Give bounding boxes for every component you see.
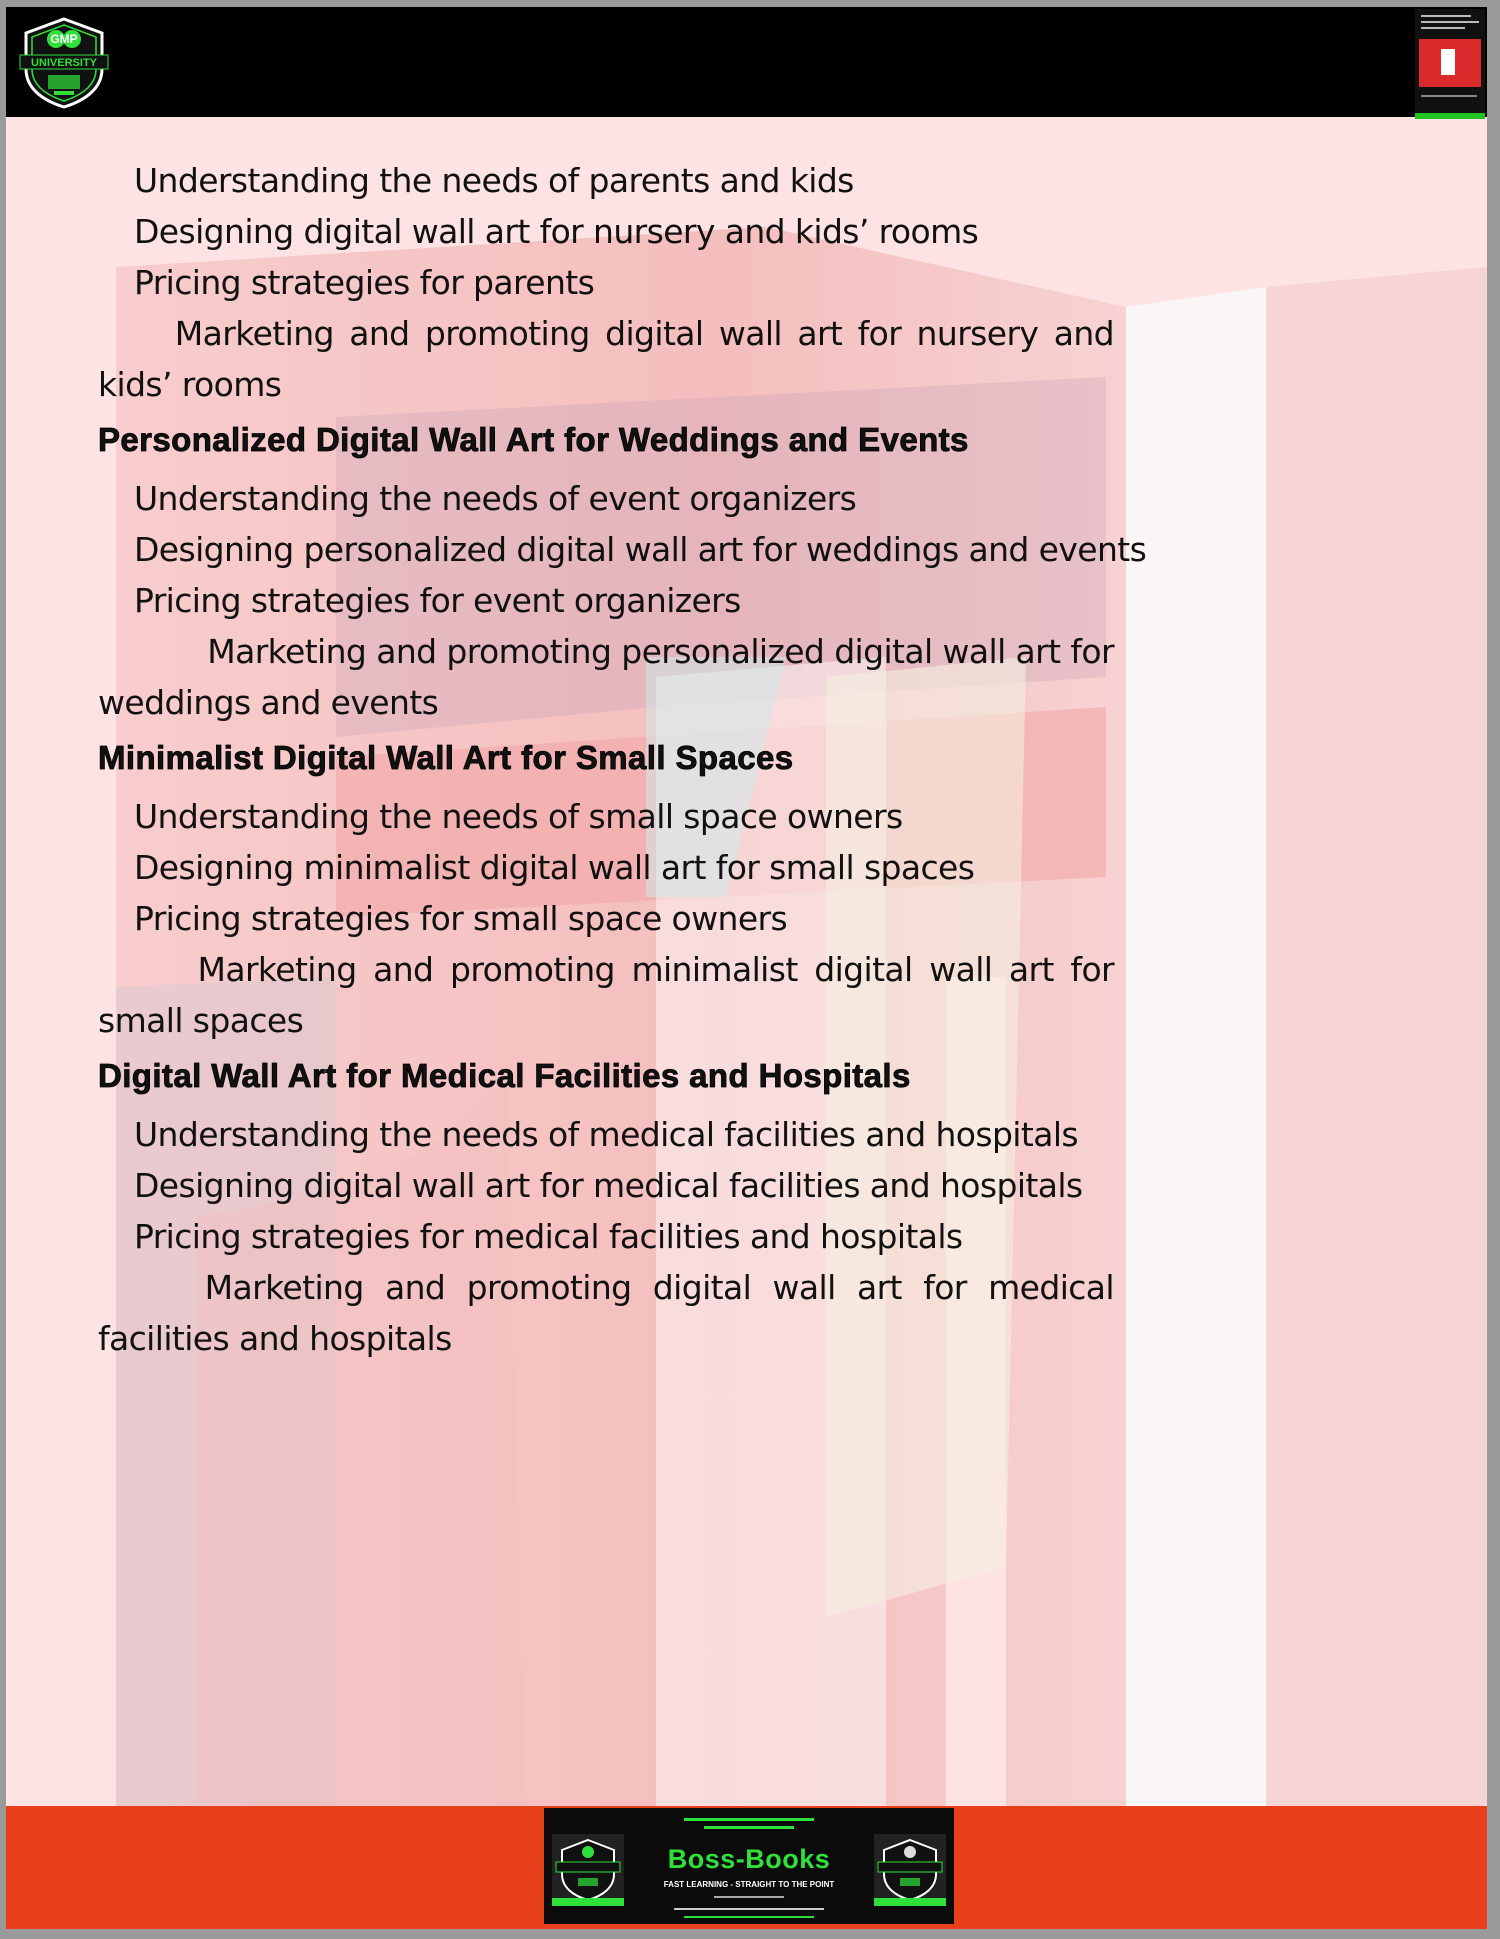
list-item: Pricing strategies for small space owners — [134, 899, 788, 938]
book-cover-thumbnail — [1415, 9, 1485, 119]
gmp-badge-left-icon — [552, 1834, 624, 1906]
list-item: Understanding the needs of small space owners — [134, 797, 903, 836]
section-heading: Minimalist Digital Wall Art for Small Spaces — [98, 739, 794, 776]
section-small-spaces — [98, 732, 1114, 1046]
list-item: Marketing and promoting digital wall art for medical facilities and hospitals — [98, 1268, 1114, 1358]
list-item: Marketing and promoting digital wall art for nursery and kids’ rooms — [98, 314, 1114, 404]
list-item: Designing digital wall art for medical facilities and hospitals — [134, 1166, 1083, 1205]
banner-title: Boss-Books — [667, 1844, 831, 1874]
section-kids — [98, 155, 1114, 410]
list-item: Designing personalized digital wall art for weddings and events — [134, 530, 1147, 569]
section-medical — [98, 1050, 1114, 1364]
document-body — [98, 155, 1147, 1364]
document-page — [6, 7, 1487, 1929]
list-item: Marketing and promoting personalized digital wall art for weddings and events — [98, 632, 1114, 722]
list-item: Designing minimalist digital wall art for small spaces — [134, 848, 975, 887]
banner-tagline: FAST LEARNING - STRAIGHT TO THE POINT — [663, 1880, 835, 1889]
section-heading: Personalized Digital Wall Art for Weddings and Events — [98, 421, 969, 458]
svg-text:UNIVERSITY: UNIVERSITY — [30, 57, 98, 69]
svg-text:GMP: GMP — [50, 32, 78, 46]
list-item: Understanding the needs of parents and kids — [134, 161, 854, 200]
list-item: Pricing strategies for event organizers — [134, 581, 741, 620]
page-footer — [6, 1806, 1487, 1929]
gmp-badge-right-icon — [874, 1834, 946, 1906]
list-item: Pricing strategies for parents — [134, 263, 595, 302]
list-item: Understanding the needs of event organizers — [134, 479, 857, 518]
page-header — [6, 7, 1487, 117]
list-item: Understanding the needs of medical facilities and hospitals — [134, 1115, 1078, 1154]
list-item: Pricing strategies for medical facilities and hospitals — [134, 1217, 963, 1256]
gmp-university-logo — [18, 17, 110, 109]
list-item: Designing digital wall art for nursery and kids’ rooms — [134, 212, 979, 251]
section-weddings — [98, 414, 1147, 728]
section-heading: Digital Wall Art for Medical Facilities and Hospitals — [98, 1057, 911, 1094]
list-item: Marketing and promoting minimalist digital wall art for small spaces — [98, 950, 1114, 1040]
boss-books-banner — [544, 1808, 954, 1924]
